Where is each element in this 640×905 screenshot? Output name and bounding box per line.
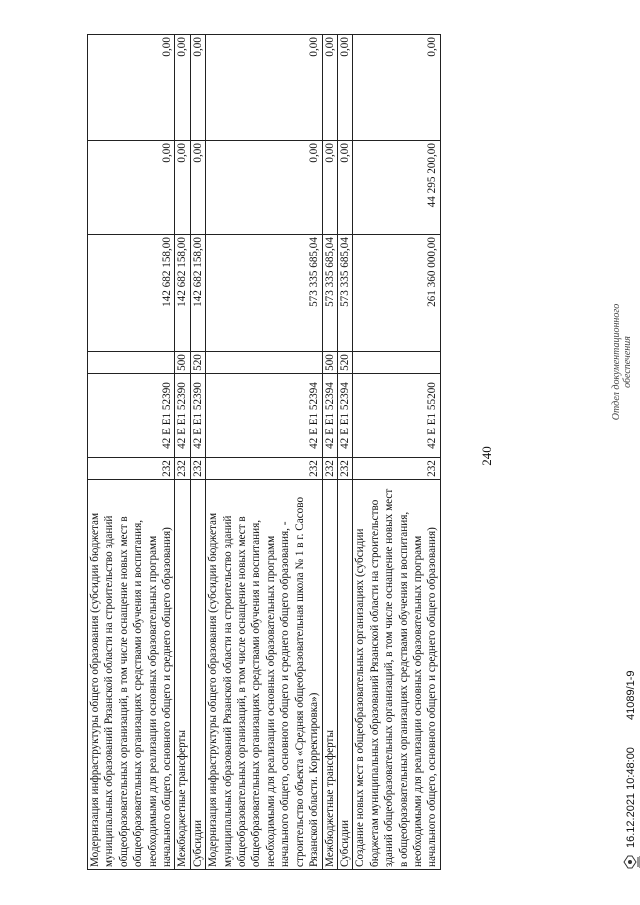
row-amount-2023-cell: 0,00 [337, 141, 352, 235]
row-amount-2023-cell: 0,00 [322, 141, 337, 235]
footer [601, 35, 640, 870]
row-expense-type-cell [206, 352, 322, 374]
row-expense-type-cell: 520 [190, 352, 205, 374]
row-expense-type-cell: 500 [322, 352, 337, 374]
page-number: 240 [479, 446, 494, 466]
row-amount-2024-cell: 0,00 [175, 35, 190, 141]
row-expense-type-cell: 500 [175, 352, 190, 374]
row-name-cell: Субсидии [337, 480, 352, 870]
table-row [190, 35, 205, 870]
row-target-article-cell: 42 Е Е1 52394 [206, 374, 322, 458]
row-amount-2022-cell: 573 335 685,04 [322, 235, 337, 352]
row-admin-code-cell: 232 [353, 458, 440, 480]
row-amount-2023-cell: 0,00 [190, 141, 205, 235]
row-amount-2022-cell: 142 682 158,00 [175, 235, 190, 352]
row-amount-2024-cell: 0,00 [337, 35, 352, 141]
row-expense-type-cell [353, 352, 440, 374]
row-amount-2023-cell: 0,00 [175, 141, 190, 235]
row-name-cell: Межбюджетные трансферты [175, 480, 190, 870]
row-target-article-cell: 42 Е Е1 52390 [190, 374, 205, 458]
table-row [337, 35, 352, 870]
row-target-article-cell: 42 Е Е1 52394 [337, 374, 352, 458]
row-target-article-cell: 42 Е Е1 52394 [322, 374, 337, 458]
table-row [175, 35, 190, 870]
table-row [322, 35, 337, 870]
table-row [206, 35, 322, 870]
row-expense-type-cell [88, 352, 175, 374]
budget-table [87, 34, 441, 870]
row-amount-2022-cell: 261 360 000,00 [353, 235, 440, 352]
row-amount-2022-cell: 142 682 158,00 [190, 235, 205, 352]
department-stamp: Отдел документационного обеспечения [611, 303, 633, 421]
row-name-cell: Модернизация инфраструктуры общего образования (субсидии бюджетам муниципальных образований Рязанской области на строительство зданий общеобразовательных организаций, в том числе оснащение новых мест в общеобразовательных организациях средствами обучения и воспитания, необходимыми для реализации основных образовательных программ начального общего, основного общего и среднего общего образования, - строительство объекта «Средняя общеобразовательная школа № 1 в г. Сасово Рязанской области. Корректировка») [206, 480, 322, 870]
row-amount-2023-cell: 0,00 [88, 141, 175, 235]
emblem-icon [623, 854, 640, 870]
row-admin-code-cell: 232 [190, 458, 205, 480]
row-amount-2024-cell: 0,00 [353, 35, 440, 141]
rotated-content [87, 35, 637, 870]
row-target-article-cell: 42 Е Е1 52390 [88, 374, 175, 458]
row-name-cell: Создание новых мест в общеобразовательных организациях (субсидии бюджетам муниципальных образований Рязанской области на строительство зданий общеобразовательных организаций, в том числе оснащение новых мест в общеобразовательных организациях средствами обучения и воспитания, необходимыми для реализации основных образовательных программ начального общего, основного общего и среднего общего образования) [353, 480, 440, 870]
footer-datetime: 16.12.2021 10:48:00 [625, 747, 637, 848]
row-name-cell: Модернизация инфраструктуры общего образования (субсидии бюджетам муниципальных образований Рязанской области на строительство зданий общеобразовательных организаций, в том числе оснащение новых мест в общеобразовательных организациях средствами обучения и воспитания, необходимыми для реализации основных образовательных программ начального общего, основного общего и среднего общего образования) [88, 480, 175, 870]
row-admin-code-cell: 232 [322, 458, 337, 480]
row-amount-2024-cell: 0,00 [190, 35, 205, 141]
row-admin-code-cell: 232 [337, 458, 352, 480]
row-amount-2024-cell: 0,00 [322, 35, 337, 141]
row-name-cell: Субсидии [190, 480, 205, 870]
row-amount-2022-cell: 142 682 158,00 [88, 235, 175, 352]
row-name-cell: Межбюджетные трансферты [322, 480, 337, 870]
row-admin-code-cell: 232 [206, 458, 322, 480]
row-admin-code-cell: 232 [88, 458, 175, 480]
row-amount-2024-cell: 0,00 [88, 35, 175, 141]
table-row [88, 35, 175, 870]
row-target-article-cell: 42 Е Е1 55200 [353, 374, 440, 458]
row-amount-2024-cell: 0,00 [206, 35, 322, 141]
row-admin-code-cell: 232 [175, 458, 190, 480]
row-amount-2022-cell: 573 335 685,04 [337, 235, 352, 352]
row-target-article-cell: 42 Е Е1 52390 [175, 374, 190, 458]
footer-doc-id: 41089/1-9 [625, 670, 637, 720]
row-amount-2022-cell: 573 335 685,04 [206, 235, 322, 352]
row-amount-2023-cell: 0,00 [206, 141, 322, 235]
table-row [353, 35, 440, 870]
row-expense-type-cell: 520 [337, 352, 352, 374]
row-amount-2023-cell: 44 295 200,00 [353, 141, 440, 235]
